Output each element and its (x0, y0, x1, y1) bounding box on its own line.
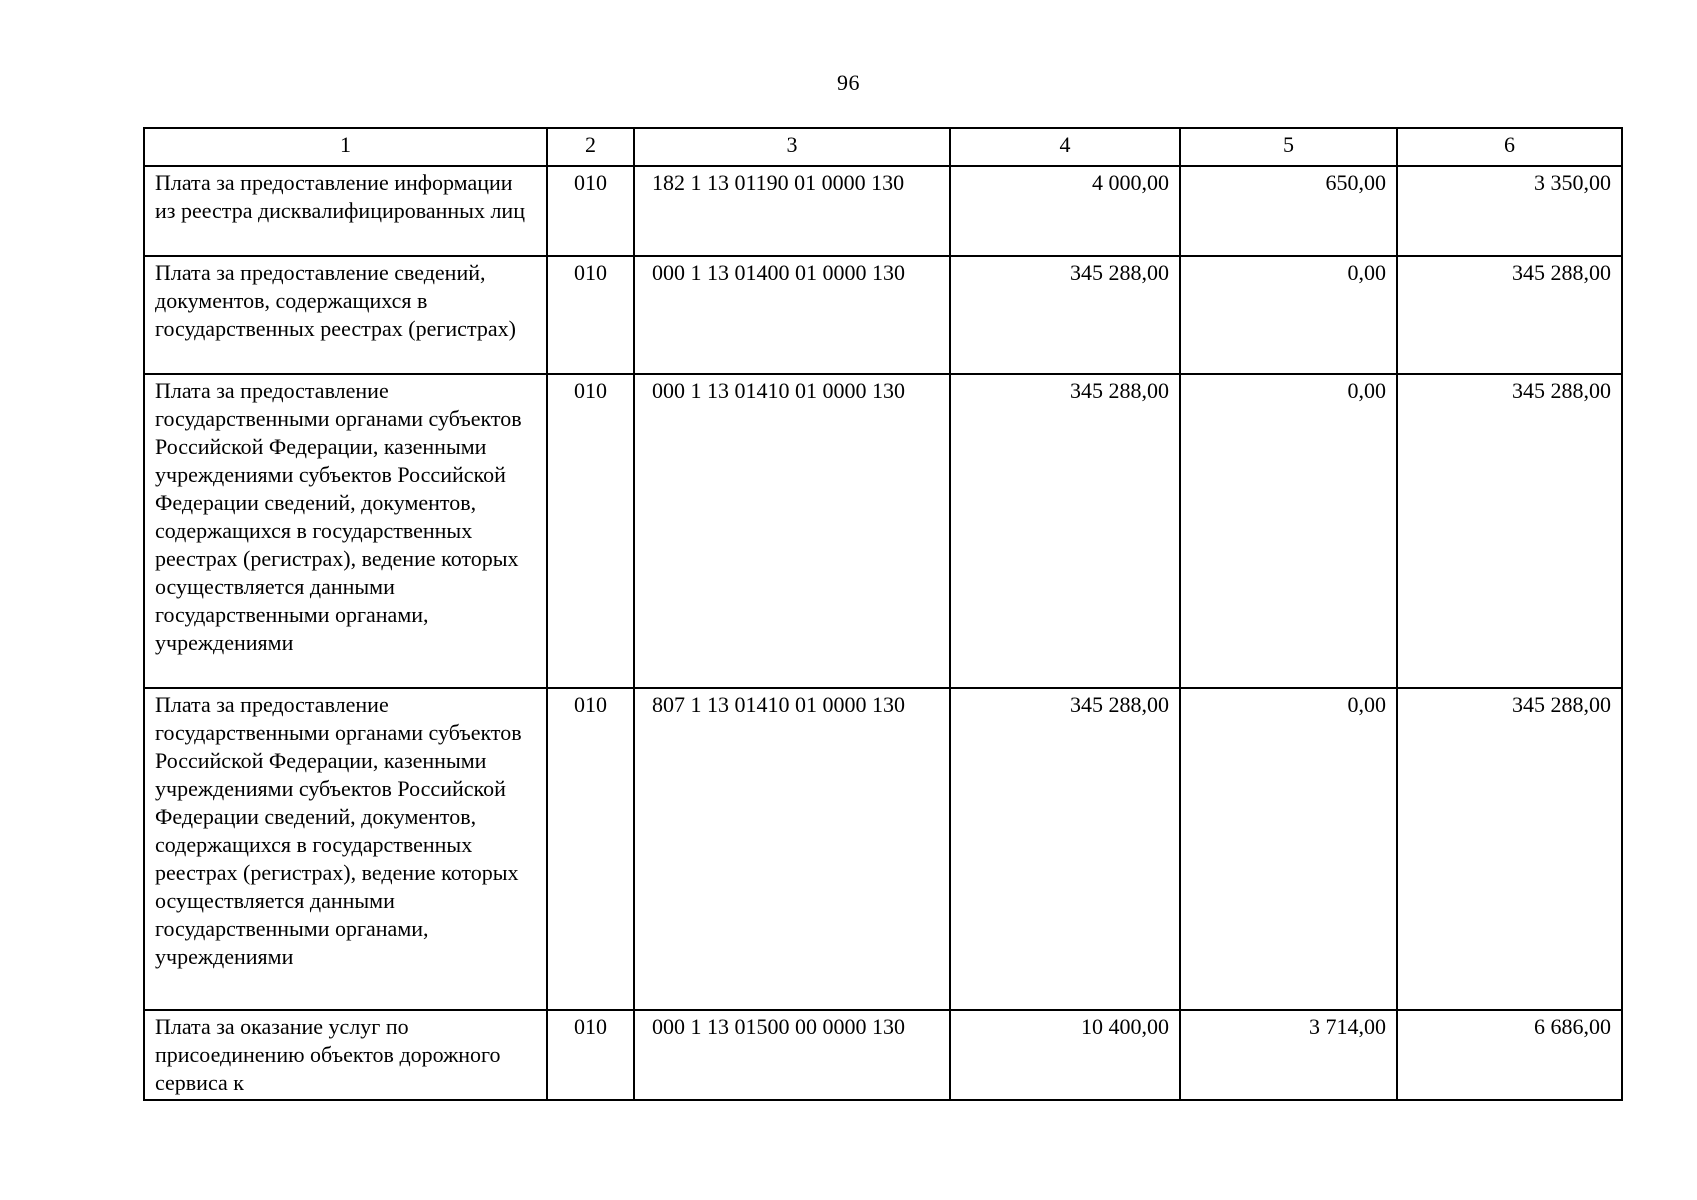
table-row (144, 688, 1622, 1010)
cell-col6: 6 686,00 (1397, 1010, 1622, 1100)
cell-col4: 10 400,00 (950, 1010, 1180, 1100)
cell-name: Плата за предоставление государственными органами субъектов Российской Федерации, казенными учреждениями субъектов Российской Федерации сведений, документов, содержащихся в государственных реестрах (регистрах), ведение которых осуществляется данными государственными органами, учреждениями (144, 374, 547, 688)
cell-col4: 345 288,00 (950, 374, 1180, 688)
cell-name: Плата за предоставление сведений, документов, содержащихся в государственных реестрах (регистрах) (144, 256, 547, 374)
header-col-4: 4 (950, 128, 1180, 166)
cell-kbk: 000 1 13 01400 01 0000 130 (634, 256, 950, 374)
cell-kbk: 000 1 13 01410 01 0000 130 (634, 374, 950, 688)
table-row (144, 166, 1622, 256)
cell-col6: 345 288,00 (1397, 256, 1622, 374)
header-col-2: 2 (547, 128, 634, 166)
table-row (144, 374, 1622, 688)
page-number: 96 (837, 70, 860, 95)
cell-col6: 3 350,00 (1397, 166, 1622, 256)
cell-row-code: 010 (547, 1010, 634, 1100)
cell-row-code: 010 (547, 256, 634, 374)
cell-name: Плата за оказание услуг по присоединению объектов дорожного сервиса к (144, 1010, 547, 1100)
header-col-1: 1 (144, 128, 547, 166)
cell-kbk: 182 1 13 01190 01 0000 130 (634, 166, 950, 256)
cell-row-code: 010 (547, 166, 634, 256)
cell-col4: 4 000,00 (950, 166, 1180, 256)
cell-col4: 345 288,00 (950, 256, 1180, 374)
table-row (144, 1010, 1622, 1100)
header-row (144, 128, 1622, 166)
cell-col5: 0,00 (1180, 688, 1397, 1010)
cell-col6: 345 288,00 (1397, 374, 1622, 688)
budget-table (143, 127, 1623, 1101)
table-row (144, 256, 1622, 374)
cell-col5: 0,00 (1180, 374, 1397, 688)
header-col-6: 6 (1397, 128, 1622, 166)
header-col-3: 3 (634, 128, 950, 166)
cell-name: Плата за предоставление информации из реестра дисквалифицированных лиц (144, 166, 547, 256)
cell-row-code: 010 (547, 688, 634, 1010)
cell-row-code: 010 (547, 374, 634, 688)
cell-col5: 0,00 (1180, 256, 1397, 374)
cell-col5: 3 714,00 (1180, 1010, 1397, 1100)
cell-name: Плата за предоставление государственными органами субъектов Российской Федерации, казенными учреждениями субъектов Российской Федерации сведений, документов, содержащихся в государственных реестрах (регистрах), ведение которых осуществляется данными государственными органами, учреждениями (144, 688, 547, 1010)
cell-col5: 650,00 (1180, 166, 1397, 256)
cell-kbk: 807 1 13 01410 01 0000 130 (634, 688, 950, 1010)
cell-kbk: 000 1 13 01500 00 0000 130 (634, 1010, 950, 1100)
cell-col6: 345 288,00 (1397, 688, 1622, 1010)
header-col-5: 5 (1180, 128, 1397, 166)
cell-col4: 345 288,00 (950, 688, 1180, 1010)
